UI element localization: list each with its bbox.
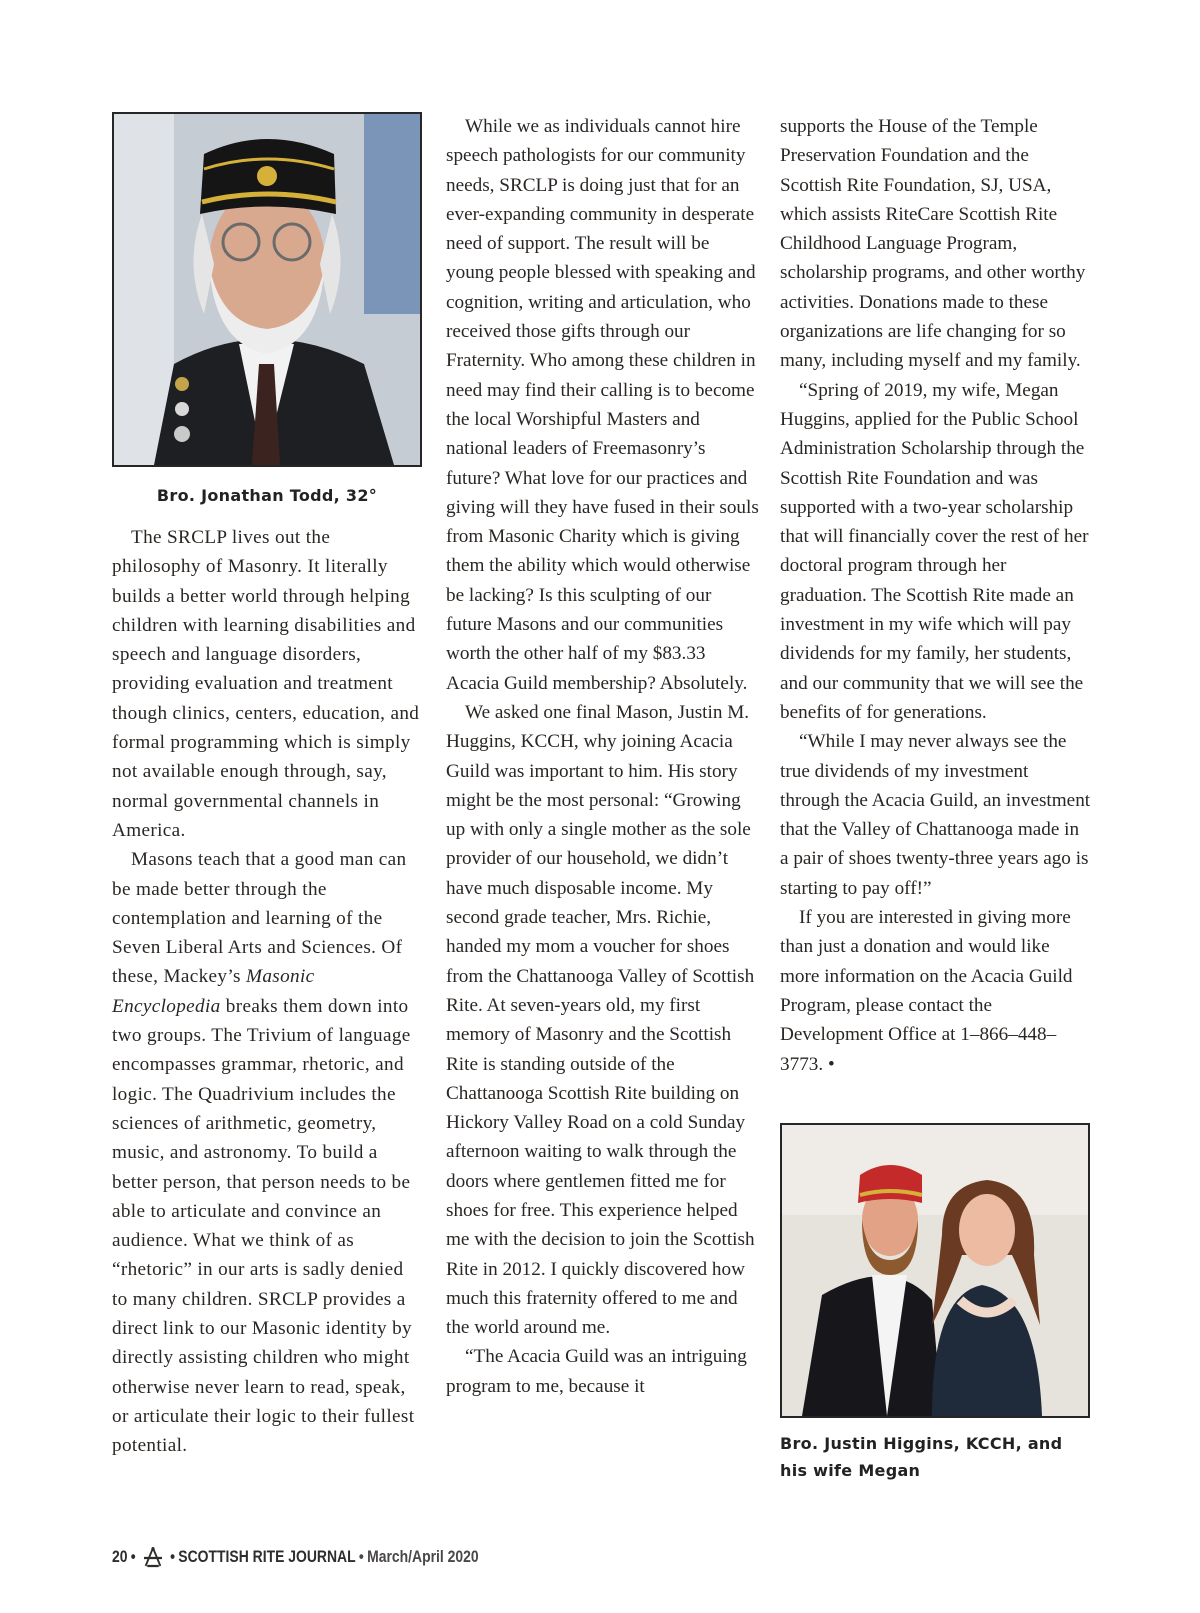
portrait-couple-illustration (782, 1125, 1088, 1416)
caption-photo2: Bro. Justin Higgins, KCCH, and his wife Megan (780, 1434, 1063, 1480)
page-footer (112, 1546, 479, 1568)
portrait-man-cap-illustration (114, 114, 420, 465)
photo-jonathan-todd (112, 112, 422, 467)
footer-separator: • (130, 1547, 136, 1566)
photo-justin-and-megan (780, 1123, 1090, 1418)
col3-paragraph-4 (780, 903, 1092, 1079)
col1-p2-before: Masons teach that a good man can be made better through the contemplation and learning of the Seven Liberal Arts and Sciences. Of these, Mackey’s (112, 849, 407, 988)
end-mark: • (827, 1053, 835, 1075)
col2-paragraph-3: “The Acacia Guild was an intriguing program to me, because it (446, 1346, 747, 1397)
col2-paragraph-1: While we as individuals cannot hire speech pathologists for our community needs, SRCLP is doing just that for an ever-expanding community in desperate need of support. The result will be young people blessed with speaking and cognition, writing and articulation, who received those gifts through our Fraternity. Who among these children in need may find their calling is to become the local Worshipful Masters and national leaders of Freemasonry’s future? What love for our practices and giving will they have fused in their souls from Masonic Charity which is giving them the ability which would otherwise be lacking? Is this sculpting of our future Masons and our communities worth the other half of my $83.33 Acacia Guild membership? Absolutely. (446, 116, 759, 694)
col1-p2-italic: Masonic Encyclopedia (112, 966, 315, 1017)
col3-paragraph-3: “While I may never always see the true dividends of my investment through the Acacia Guild, an investment that the Valley of Chattanooga made in a pair of shoes twenty-three years ago is starting to pay off!” (780, 731, 1091, 899)
col1-paragraph-2 (112, 845, 424, 1460)
page-number: 20 (112, 1547, 128, 1566)
col2-paragraph-2: We asked one final Mason, Justin M. Huggins, KCCH, why joining Acacia Guild was important to him. His story might be the most personal: “Growing up with only a single mother as the sole provider of our household, we didn’t have much disposable income. My second grade teacher, Mrs. Richie, handed my mom a voucher for shoes from the Chattanooga Valley of Scottish Rite. At seven-years old, my first memory of Masonry and the Scottish Rite is standing outside of the Chattanooga Scottish Rite building on Hickory Valley Road on a cold Sunday afternoon waiting to walk through the doors where gentlemen fitted me for shoes for free. This experience helped me with the decision to join the Scottish Rite in 2012. I quickly discovered how much this fraternity offered to me and the world around me. (446, 701, 755, 1339)
column-2-text (446, 112, 760, 1401)
footer-separator: • (358, 1547, 364, 1566)
double-eagle-icon (142, 1546, 163, 1568)
journal-name: SCOTTISH RITE JOURNAL (178, 1547, 356, 1566)
footer-separator: • (170, 1547, 175, 1566)
column-1-text (112, 523, 424, 1461)
col3-p4-text: If you are interested in giving more than just a donation and would like more information on the Acacia Guild Program, please contact the Development Office at 1–866–448–3773. (780, 907, 1073, 1075)
col1-paragraph-1: The SRCLP lives out the philosophy of Masonry. It literally builds a better world through helping children with learning disabilities and speech and language disorders, providing evaluation and treatment though clinics, centers, education, and formal programming which is simply not available enough through, say, normal governmental channels in America. (112, 527, 420, 841)
caption-photo1: Bro. Jonathan Todd, 32° (156, 486, 378, 505)
column-3-text (780, 112, 1092, 1079)
issue-date: March/April 2020 (367, 1547, 479, 1566)
col3-paragraph-1: supports the House of the Temple Preservation Foundation and the Scottish Rite Foundation, SJ, USA, which assists RiteCare Scottish Rite Childhood Language Program, scholarship programs, and other worthy activities. Donations made to these organizations are life changing for so many, including myself and my family. (780, 116, 1086, 372)
col3-paragraph-2: “Spring of 2019, my wife, Megan Huggins, applied for the Public School Administration Scholarship through the Scottish Rite Foundation and was supported with a two-year scholarship that will financially cover the rest of her doctoral program through her graduation. The Scottish Rite made an investment in my wife which will pay dividends for my family, her students, and our community that we will see the benefits of for generations. (780, 379, 1089, 723)
col1-p2-after: breaks them down into two groups. The Trivium of language encompasses grammar, rhetoric, and logic. The Quadrivium includes the sciences of arithmetic, geometry, music, and astronomy. To build a better person, that person needs to be able to articulate and convince an audience. What we think of as “rhetoric” in our arts is sadly denied to many children. SRCLP provides a direct link to our Masonic identity by directly assisting children who might otherwise never learn to read, speak, or articulate their logic to their fullest potential. (112, 995, 415, 1457)
